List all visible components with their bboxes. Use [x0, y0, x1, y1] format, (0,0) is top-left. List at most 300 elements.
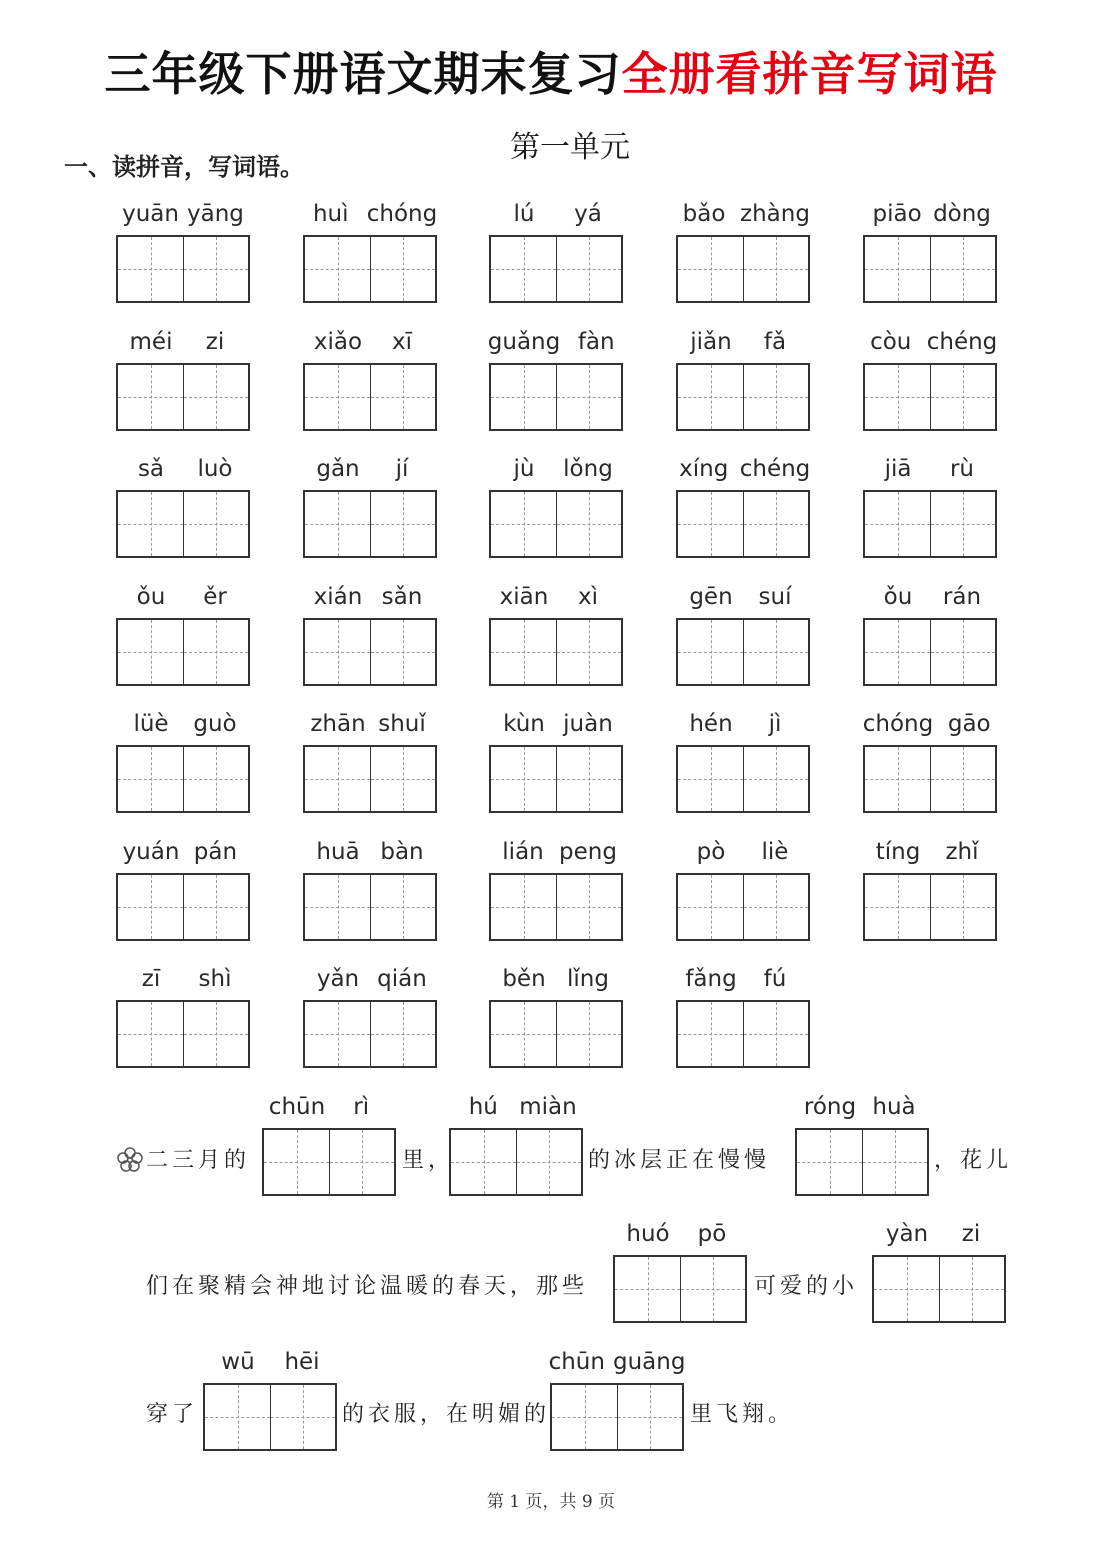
pinyin-syllable: huì — [312, 201, 349, 227]
vocab-word — [489, 452, 623, 572]
pinyin-syllable: fàn — [577, 329, 615, 355]
writing-grid[interactable] — [676, 235, 810, 303]
pinyin-syllable: pán — [193, 839, 238, 865]
vocab-word — [303, 835, 437, 955]
unit-title: 第一单元 — [510, 130, 630, 165]
passage-text-2a: 们在聚精会神地讨论温暖的春天，那些 — [146, 1274, 589, 1299]
pinyin-syllable: zhǐ — [945, 839, 979, 865]
pinyin-syllable: jì — [768, 711, 782, 737]
writing-cell[interactable] — [865, 237, 930, 301]
pinyin-syllable: bǎo — [682, 201, 726, 227]
passage-text-1d: ，花儿 — [934, 1148, 1013, 1173]
writing-grid[interactable] — [489, 873, 623, 941]
writing-cell[interactable] — [118, 492, 183, 556]
pinyin-syllable: zi — [205, 329, 225, 355]
writing-cell[interactable] — [939, 1257, 1004, 1321]
writing-cell[interactable] — [615, 1257, 680, 1321]
writing-cell[interactable] — [118, 747, 183, 811]
pinyin-syllable: qián — [377, 966, 427, 992]
pinyin-label — [283, 835, 457, 869]
writing-cell[interactable] — [183, 875, 248, 939]
writing-grid[interactable] — [303, 363, 437, 431]
vocab-word — [303, 707, 437, 827]
vocab-word — [116, 452, 250, 572]
pinyin-syllable: còu — [870, 329, 912, 355]
writing-grid[interactable] — [863, 618, 997, 686]
vocab-word — [303, 580, 437, 700]
pinyin-label — [429, 1090, 603, 1124]
vocab-word — [116, 835, 250, 955]
pinyin-syllable: jù — [513, 456, 535, 482]
writing-cell[interactable] — [865, 620, 930, 684]
writing-grid[interactable] — [795, 1128, 929, 1196]
writing-cell[interactable] — [865, 492, 930, 556]
writing-grid[interactable] — [676, 490, 810, 558]
pinyin-label — [96, 707, 270, 741]
pinyin-syllable: chéng — [739, 456, 811, 482]
writing-cell[interactable] — [491, 875, 556, 939]
pinyin-syllable: hú — [468, 1094, 498, 1120]
writing-grid[interactable] — [303, 490, 437, 558]
writing-cell[interactable] — [556, 365, 621, 429]
pinyin-syllable: rì — [353, 1094, 370, 1120]
passage-blank — [262, 1090, 396, 1210]
pinyin-syllable: tíng — [875, 839, 921, 865]
writing-cell[interactable] — [797, 1130, 862, 1194]
pinyin-syllable: chóng — [366, 201, 438, 227]
vocab-word — [676, 325, 810, 445]
writing-cell[interactable] — [305, 620, 370, 684]
pinyin-syllable: chóng — [862, 711, 934, 737]
writing-cell[interactable] — [556, 1002, 621, 1066]
pinyin-syllable: jí — [395, 456, 409, 482]
pinyin-label — [183, 1345, 357, 1379]
vocab-word — [489, 835, 623, 955]
writing-cell[interactable] — [491, 1002, 556, 1066]
pinyin-syllable: gǎn — [316, 456, 360, 482]
writing-cell[interactable] — [118, 1002, 183, 1066]
pinyin-syllable: xiān — [499, 584, 549, 610]
writing-cell[interactable] — [118, 875, 183, 939]
pinyin-syllable: liè — [761, 839, 789, 865]
pinyin-label — [469, 325, 643, 359]
writing-grid[interactable] — [863, 490, 997, 558]
vocab-word — [489, 197, 623, 317]
writing-cell[interactable] — [865, 875, 930, 939]
pinyin-syllable: zhàng — [740, 201, 810, 227]
vocab-word — [303, 452, 437, 572]
pinyin-label — [843, 707, 1017, 741]
pinyin-syllable: ěr — [203, 584, 227, 610]
writing-cell[interactable] — [118, 237, 183, 301]
pinyin-syllable: pò — [696, 839, 726, 865]
pinyin-syllable: dòng — [933, 201, 991, 227]
pinyin-label — [96, 835, 270, 869]
writing-cell[interactable] — [552, 1385, 617, 1449]
writing-cell[interactable] — [491, 747, 556, 811]
writing-cell[interactable] — [865, 747, 930, 811]
pinyin-label — [469, 962, 643, 996]
pinyin-syllable: zhān — [310, 711, 366, 737]
writing-cell[interactable] — [678, 875, 743, 939]
writing-grid[interactable] — [203, 1383, 337, 1451]
writing-cell[interactable] — [370, 492, 435, 556]
passage-blank — [550, 1345, 684, 1465]
pinyin-syllable: kùn — [503, 711, 545, 737]
pinyin-label — [96, 325, 270, 359]
vocab-word — [303, 962, 437, 1082]
pinyin-syllable: chūn — [268, 1094, 326, 1120]
writing-cell[interactable] — [305, 1002, 370, 1066]
writing-cell[interactable] — [930, 492, 995, 556]
writing-cell[interactable] — [930, 620, 995, 684]
writing-grid[interactable] — [489, 363, 623, 431]
vocab-word — [676, 962, 810, 1082]
pinyin-syllable: běn — [502, 966, 546, 992]
writing-cell[interactable] — [930, 875, 995, 939]
pinyin-label — [852, 1217, 1026, 1251]
vocab-word — [676, 580, 810, 700]
writing-cell[interactable] — [329, 1130, 394, 1194]
pinyin-syllable: peng — [559, 839, 617, 865]
writing-cell[interactable] — [516, 1130, 581, 1194]
pinyin-syllable: miàn — [519, 1094, 577, 1120]
writing-cell[interactable] — [930, 747, 995, 811]
writing-grid[interactable] — [449, 1128, 583, 1196]
pinyin-syllable: lú — [513, 201, 535, 227]
vocab-word — [116, 707, 250, 827]
writing-grid[interactable] — [676, 873, 810, 941]
title-main: 三年级下册语文期末复习 — [104, 47, 622, 101]
pinyin-syllable: hēi — [284, 1349, 320, 1375]
pinyin-syllable: yuān — [122, 201, 179, 227]
writing-cell[interactable] — [270, 1385, 335, 1449]
pinyin-syllable: xiǎo — [313, 329, 363, 355]
writing-grid[interactable] — [116, 1000, 250, 1068]
writing-cell[interactable] — [183, 237, 248, 301]
passage-text-3a: 穿了 — [146, 1402, 199, 1427]
section-heading: 一、读拼音，写词语。 — [64, 153, 304, 181]
writing-cell[interactable] — [118, 620, 183, 684]
writing-cell[interactable] — [370, 237, 435, 301]
writing-cell[interactable] — [491, 620, 556, 684]
pinyin-syllable: fǎng — [685, 966, 737, 992]
writing-cell[interactable] — [678, 492, 743, 556]
writing-grid[interactable] — [303, 618, 437, 686]
pinyin-label — [96, 962, 270, 996]
writing-cell[interactable] — [865, 365, 930, 429]
pinyin-syllable: rán — [942, 584, 982, 610]
writing-cell[interactable] — [556, 875, 621, 939]
pinyin-syllable: yǎn — [316, 966, 360, 992]
writing-grid[interactable] — [489, 618, 623, 686]
pinyin-syllable: jiā — [884, 456, 912, 482]
pinyin-syllable: chéng — [926, 329, 998, 355]
writing-grid[interactable] — [303, 1000, 437, 1068]
title-highlight: 全册看拼音写词语 — [621, 47, 998, 101]
writing-cell[interactable] — [678, 1002, 743, 1066]
passage-text-2b: 可爱的小 — [754, 1274, 859, 1299]
writing-cell[interactable] — [491, 492, 556, 556]
pinyin-syllable: ǒu — [883, 584, 913, 610]
passage-blank — [795, 1090, 929, 1210]
pinyin-syllable: lián — [502, 839, 544, 865]
writing-cell[interactable] — [183, 1002, 248, 1066]
pinyin-syllable: shuǐ — [378, 711, 426, 737]
vocab-word — [863, 452, 997, 572]
pinyin-label — [843, 452, 1017, 486]
pinyin-syllable: guò — [193, 711, 237, 737]
writing-grid[interactable] — [116, 490, 250, 558]
writing-cell[interactable] — [183, 620, 248, 684]
writing-cell[interactable] — [491, 237, 556, 301]
pinyin-syllable: huà — [872, 1094, 916, 1120]
writing-cell[interactable] — [743, 237, 808, 301]
pinyin-syllable: luò — [197, 456, 233, 482]
writing-cell[interactable] — [678, 365, 743, 429]
pinyin-label — [283, 580, 457, 614]
pinyin-syllable: zī — [141, 966, 161, 992]
writing-grid[interactable] — [303, 745, 437, 813]
writing-grid[interactable] — [863, 873, 997, 941]
pinyin-syllable: gēn — [689, 584, 733, 610]
pinyin-syllable: pō — [697, 1221, 727, 1247]
writing-grid[interactable] — [863, 745, 997, 813]
vocab-word — [863, 197, 997, 317]
pinyin-syllable: méi — [129, 329, 173, 355]
writing-grid[interactable] — [116, 873, 250, 941]
writing-cell[interactable] — [205, 1385, 270, 1449]
pinyin-syllable: huā — [316, 839, 360, 865]
writing-cell[interactable] — [930, 237, 995, 301]
page-footer: 第 1 页，共 9 页 — [486, 1492, 616, 1512]
pinyin-syllable: yàn — [885, 1221, 929, 1247]
pinyin-label — [656, 707, 830, 741]
flower-icon — [116, 1146, 144, 1174]
writing-cell[interactable] — [370, 747, 435, 811]
passage-blank — [449, 1090, 583, 1210]
pinyin-syllable: wū — [221, 1349, 255, 1375]
vocab-word — [863, 707, 997, 827]
writing-cell[interactable] — [183, 747, 248, 811]
pinyin-syllable: rù — [949, 456, 975, 482]
pinyin-syllable: suí — [758, 584, 792, 610]
writing-cell[interactable] — [556, 620, 621, 684]
vocab-word — [863, 580, 997, 700]
pinyin-label — [469, 835, 643, 869]
writing-cell[interactable] — [370, 365, 435, 429]
writing-cell[interactable] — [305, 492, 370, 556]
writing-cell[interactable] — [305, 237, 370, 301]
writing-grid[interactable] — [489, 745, 623, 813]
writing-cell[interactable] — [743, 365, 808, 429]
writing-cell[interactable] — [370, 875, 435, 939]
pinyin-label — [283, 325, 457, 359]
writing-cell[interactable] — [370, 620, 435, 684]
writing-cell[interactable] — [678, 620, 743, 684]
pinyin-label — [283, 707, 457, 741]
pinyin-syllable: guǎng — [487, 329, 561, 355]
vocab-word — [116, 197, 250, 317]
writing-grid[interactable] — [676, 363, 810, 431]
pinyin-syllable: lüè — [133, 711, 169, 737]
writing-grid[interactable] — [863, 363, 997, 431]
writing-cell[interactable] — [305, 365, 370, 429]
passage-blank — [872, 1217, 1006, 1337]
passage-blank — [203, 1345, 337, 1465]
writing-cell[interactable] — [862, 1130, 927, 1194]
writing-cell[interactable] — [118, 365, 183, 429]
writing-cell[interactable] — [678, 237, 743, 301]
passage-text-3c: 里飞翔。 — [690, 1402, 795, 1427]
pinyin-label — [469, 707, 643, 741]
pinyin-label — [656, 580, 830, 614]
vocab-word — [116, 580, 250, 700]
pinyin-label — [656, 452, 830, 486]
writing-cell[interactable] — [370, 1002, 435, 1066]
vocab-word — [489, 580, 623, 700]
pinyin-label — [656, 197, 830, 231]
writing-cell[interactable] — [556, 237, 621, 301]
passage-text-1c: 的冰层正在慢慢 — [588, 1148, 771, 1173]
writing-grid[interactable] — [676, 618, 810, 686]
pinyin-label — [530, 1345, 704, 1379]
pinyin-label — [656, 835, 830, 869]
passage-blank — [613, 1217, 747, 1337]
writing-cell[interactable] — [743, 747, 808, 811]
pinyin-syllable: fú — [763, 966, 787, 992]
vocab-word — [676, 452, 810, 572]
pinyin-label — [283, 197, 457, 231]
pinyin-label — [96, 197, 270, 231]
pinyin-syllable: yāng — [186, 201, 244, 227]
writing-grid[interactable] — [116, 363, 250, 431]
pinyin-syllable: chūn — [548, 1349, 605, 1375]
pinyin-syllable: róng — [803, 1094, 857, 1120]
writing-grid[interactable] — [303, 873, 437, 941]
pinyin-label — [656, 325, 830, 359]
writing-cell[interactable] — [874, 1257, 939, 1321]
pinyin-label — [775, 1090, 949, 1124]
writing-grid[interactable] — [489, 490, 623, 558]
pinyin-label — [593, 1217, 767, 1251]
pinyin-syllable: lǒng — [563, 456, 613, 482]
pinyin-syllable: gāo — [947, 711, 991, 737]
pinyin-label — [843, 580, 1017, 614]
pinyin-label — [469, 197, 643, 231]
writing-cell[interactable] — [451, 1130, 516, 1194]
writing-grid[interactable] — [676, 745, 810, 813]
writing-cell[interactable] — [556, 492, 621, 556]
vocab-word — [676, 197, 810, 317]
writing-cell[interactable] — [930, 365, 995, 429]
writing-grid[interactable] — [116, 618, 250, 686]
pinyin-syllable: sǎn — [381, 584, 423, 610]
pinyin-label — [843, 325, 1017, 359]
pinyin-label — [283, 452, 457, 486]
pinyin-label — [283, 962, 457, 996]
writing-grid[interactable] — [262, 1128, 396, 1196]
pinyin-syllable: bàn — [380, 839, 424, 865]
pinyin-syllable: yuán — [122, 839, 180, 865]
pinyin-syllable: sǎ — [137, 456, 165, 482]
pinyin-syllable: ǒu — [136, 584, 166, 610]
passage-text-1a: 二三月的 — [146, 1148, 251, 1173]
pinyin-label — [469, 452, 643, 486]
pinyin-syllable: fǎ — [763, 329, 787, 355]
pinyin-syllable: piāo — [872, 201, 922, 227]
vocab-word — [676, 707, 810, 827]
pinyin-label — [469, 580, 643, 614]
writing-cell[interactable] — [617, 1385, 682, 1449]
pinyin-label — [843, 197, 1017, 231]
pinyin-label — [843, 835, 1017, 869]
writing-cell[interactable] — [743, 1002, 808, 1066]
pinyin-syllable: jiǎn — [690, 329, 732, 355]
passage-text-1b: 里， — [402, 1148, 455, 1173]
pinyin-label — [242, 1090, 416, 1124]
writing-cell[interactable] — [743, 492, 808, 556]
vocab-word — [489, 707, 623, 827]
writing-grid[interactable] — [303, 235, 437, 303]
vocab-word — [489, 325, 623, 445]
pinyin-syllable: yá — [574, 201, 602, 227]
pinyin-syllable: xián — [313, 584, 363, 610]
passage-text-3b: 的衣服，在明媚的 — [342, 1402, 551, 1427]
writing-grid[interactable] — [863, 235, 997, 303]
pinyin-label — [96, 580, 270, 614]
writing-grid[interactable] — [116, 745, 250, 813]
writing-cell[interactable] — [491, 365, 556, 429]
writing-grid[interactable] — [872, 1255, 1006, 1323]
writing-cell[interactable] — [743, 875, 808, 939]
vocab-word — [116, 962, 250, 1082]
pinyin-syllable: juàn — [563, 711, 613, 737]
writing-grid[interactable] — [676, 1000, 810, 1068]
pinyin-syllable: hén — [689, 711, 733, 737]
pinyin-syllable: lǐng — [567, 966, 609, 992]
writing-cell[interactable] — [183, 492, 248, 556]
pinyin-syllable: zi — [961, 1221, 981, 1247]
writing-cell[interactable] — [556, 747, 621, 811]
writing-grid[interactable] — [613, 1255, 747, 1323]
pinyin-label — [656, 962, 830, 996]
writing-cell[interactable] — [678, 747, 743, 811]
writing-grid[interactable] — [489, 1000, 623, 1068]
writing-grid[interactable] — [489, 235, 623, 303]
writing-cell[interactable] — [264, 1130, 329, 1194]
vocab-word — [489, 962, 623, 1082]
writing-cell[interactable] — [680, 1257, 745, 1321]
pinyin-syllable: guāng — [612, 1349, 686, 1375]
writing-cell[interactable] — [743, 620, 808, 684]
pinyin-syllable: xì — [577, 584, 598, 610]
vocab-word — [676, 835, 810, 955]
vocab-word — [863, 325, 997, 445]
writing-grid[interactable] — [550, 1383, 684, 1451]
page-title — [0, 42, 1102, 106]
vocab-word — [116, 325, 250, 445]
writing-cell[interactable] — [183, 365, 248, 429]
pinyin-syllable: huó — [626, 1221, 670, 1247]
pinyin-label — [96, 452, 270, 486]
pinyin-syllable: xíng — [679, 456, 729, 482]
pinyin-syllable: xī — [391, 329, 412, 355]
writing-grid[interactable] — [116, 235, 250, 303]
writing-cell[interactable] — [305, 747, 370, 811]
writing-cell[interactable] — [305, 875, 370, 939]
vocab-word — [303, 197, 437, 317]
